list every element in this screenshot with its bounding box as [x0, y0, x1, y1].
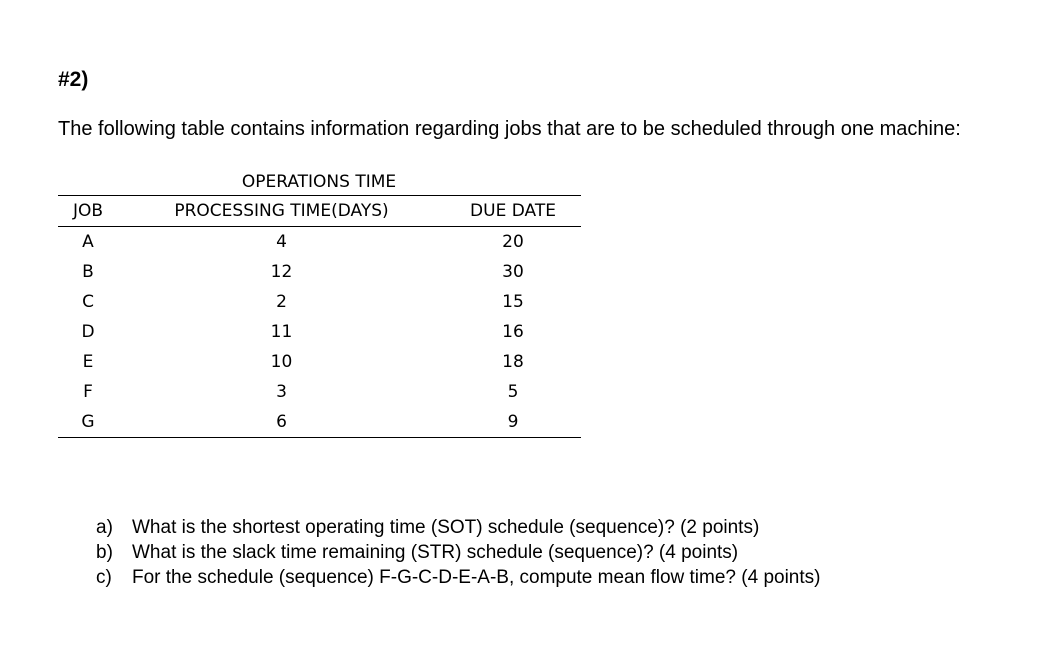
processing-time-cell: 6	[118, 407, 445, 438]
job-cell: F	[83, 382, 93, 402]
table-row	[58, 287, 581, 317]
processing-time-cell: 2	[276, 292, 287, 312]
table-row	[58, 227, 581, 258]
job-cell: G	[58, 407, 118, 438]
jobs-table	[58, 196, 581, 438]
processing-time-cell: 11	[270, 322, 293, 342]
processing-time-cell: 12	[270, 262, 293, 282]
table-row	[58, 317, 581, 347]
table-row	[58, 377, 581, 407]
due-date-cell: 16	[502, 322, 524, 342]
problem-intro: The following table contains information regarding jobs that are to be scheduled through one machine:	[58, 118, 961, 140]
due-date-cell: 18	[502, 352, 524, 372]
job-cell: E	[82, 352, 94, 372]
question-text: For the schedule (sequence) F-G-C-D-E-A-B, compute mean flow time? (4 points)	[132, 567, 821, 588]
question-marker: b)	[96, 542, 113, 563]
table-row	[58, 407, 581, 438]
problem-number: #2)	[58, 68, 89, 91]
column-header-job: JOB	[58, 196, 118, 227]
question-item	[96, 565, 820, 590]
job-cell: D	[81, 322, 95, 342]
operations-time-label: OPERATIONS TIME	[241, 172, 397, 192]
question-marker: a)	[96, 517, 113, 538]
processing-time-cell: 4	[276, 232, 287, 252]
table-header-row	[58, 196, 581, 227]
processing-time-cell: 10	[270, 352, 293, 372]
jobs-table-block	[58, 168, 581, 438]
due-date-cell: 15	[502, 292, 524, 312]
job-cell: A	[82, 232, 94, 252]
table-row	[58, 257, 581, 287]
question-list	[96, 515, 820, 590]
question-text: What is the shortest operating time (SOT) schedule (sequence)? (2 points)	[132, 517, 760, 538]
due-date-cell: 30	[502, 262, 524, 282]
table-group-header	[58, 168, 581, 196]
table-row	[58, 347, 581, 377]
question-item	[96, 515, 820, 540]
question-text: What is the slack time remaining (STR) schedule (sequence)? (4 points)	[132, 542, 739, 563]
column-header-processing-time: PROCESSING TIME(DAYS)	[118, 196, 445, 227]
due-date-cell: 20	[502, 232, 524, 252]
processing-time-cell: 3	[276, 382, 287, 402]
column-header-due-date: DUE DATE	[445, 196, 581, 227]
due-date-cell: 9	[445, 407, 581, 438]
question-marker: c)	[96, 567, 112, 588]
job-cell: C	[82, 292, 94, 312]
due-date-cell: 5	[507, 382, 519, 402]
question-item	[96, 540, 820, 565]
job-cell: B	[82, 262, 94, 282]
